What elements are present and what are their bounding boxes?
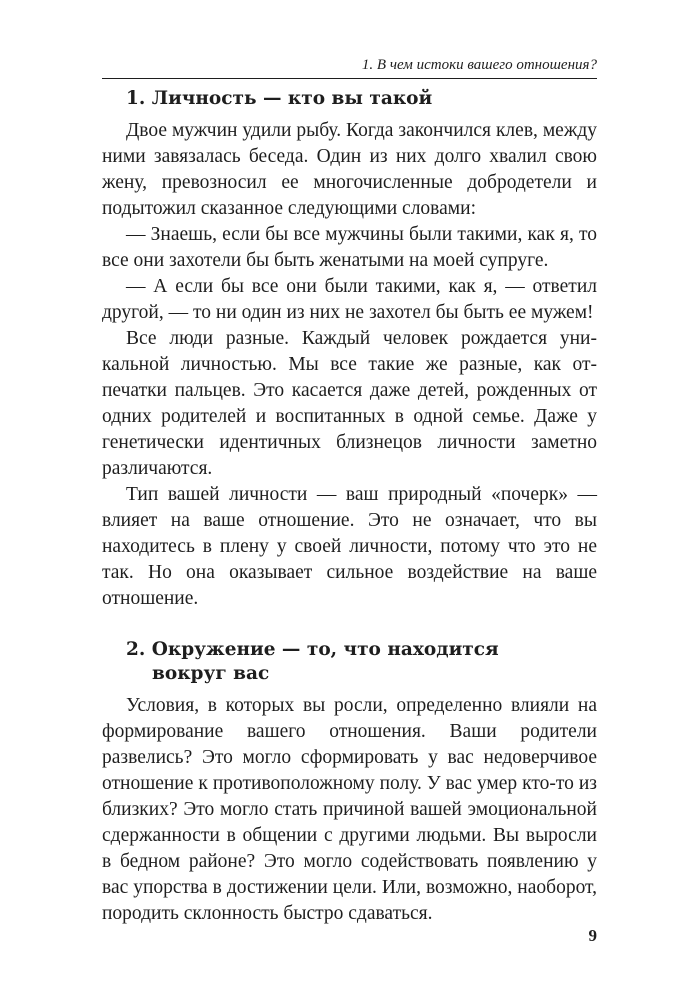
paragraph: — Знаешь, если бы все мужчины были такими, как я, то все они захотели бы быть женатыми на моей супруге. <box>102 224 597 271</box>
section-heading-environment <box>102 638 597 686</box>
section-heading-line: вокруг вас <box>152 663 270 684</box>
paragraph: Двое мужчин удили рыбу. Когда закончился клев, между ними завязалась беседа. Один из них долго хвалил свою жену, превозносил ее многочисленные добродетели и подытожил сказанное следующими словами: <box>102 120 597 219</box>
page-number: 9 <box>588 926 597 945</box>
section-heading-line: 2. Окружение — то, что находится <box>126 639 499 660</box>
header-rule <box>102 78 597 79</box>
section-heading-personality: 1. Личность — кто вы такой <box>126 88 433 109</box>
section-body-environment <box>102 693 597 927</box>
paragraph: Все люди разные. Каждый человек рождается уникальной личностью. Мы все такие же разные, как отпечатки пальцев. Это касается даже детей, рожденных от одних родителей и воспитанных в одной семье. Даже у генетически идентичных близнецов личности заметно различаются. <box>102 328 597 479</box>
section-body-personality <box>102 118 597 612</box>
running-head: 1. В чем истоки вашего отношения? <box>361 57 597 73</box>
book-page <box>102 56 597 927</box>
paragraph: Условия, в которых вы росли, определенно влияли на формирование вашего отношения. Ваши родители развелись? Это могло сформировать у вас недоверчивое отношение к противоположному полу. У вас умер кто-то из близких? Это могло стать причиной вашей эмоциональной сдержанности в общении с другими людьми. Вы выросли в бедном районе? Это могло содействовать появлению у вас упорства в достижении цели. Или, возможно, наоборот, породить склонность быстро сдаваться. <box>102 695 597 924</box>
paragraph: — А если бы все они были такими, как я, — ответил другой, — то ни один из них не захотел бы быть ее мужем! <box>102 276 597 323</box>
paragraph: Тип вашей личности — ваш природный «почерк» — влияет на ваше отношение. Это не означает, что вы находитесь в плену у своей личности, потому что это не так. Но она оказывает сильное воздействие на ваше отношение. <box>102 484 597 609</box>
